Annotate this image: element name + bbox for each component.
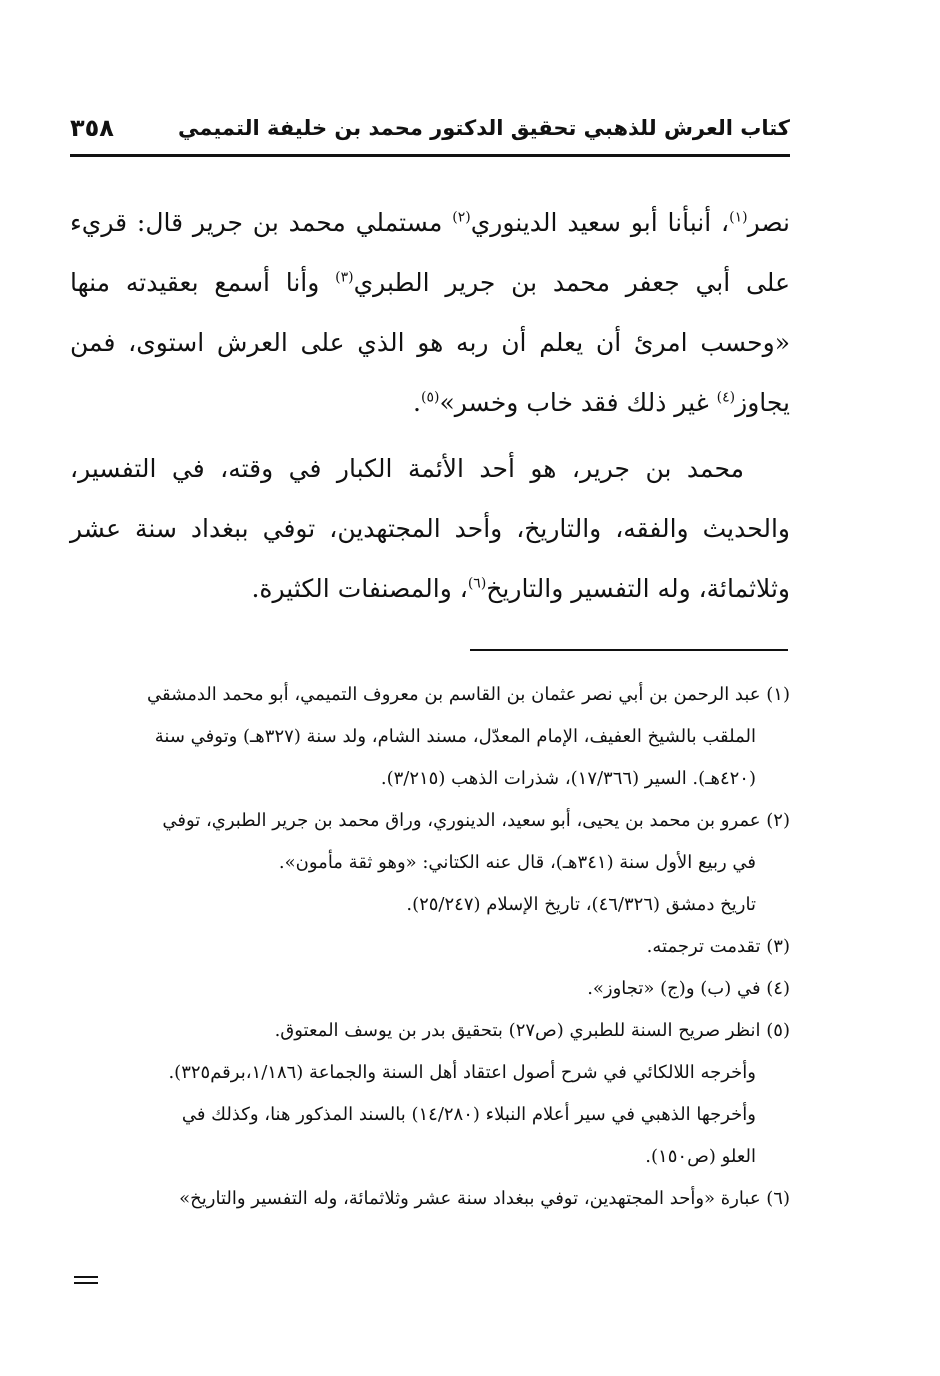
footnote-ref-3: (٣) — [335, 269, 354, 286]
footnote-ref-1: (١) — [729, 209, 748, 226]
text-run: . — [413, 388, 421, 417]
page-number: ٣٥٨ — [70, 114, 114, 142]
text-run: نصر — [747, 208, 790, 237]
footnote-ref-4: (٤) — [716, 389, 736, 406]
header-title: كتاب العرش للذهبي تحقيق الدكتور محمد بن خليفة التميمي — [178, 116, 790, 140]
footnote-5-line-3: وأخرجها الذهبي في سير أعلام النبلاء (١٤/٢٨٠) بالسند المذكور هنا، وكذلك في — [181, 1104, 756, 1125]
footnote-2-line-3: تاريخ دمشق (٤٦/٣٢٦)، تاريخ الإسلام (٢٥/٢٤٧). — [406, 894, 756, 915]
footnotes — [70, 674, 790, 1220]
footnote-ref-2: (٢) — [452, 209, 471, 226]
footnote-1-line-1: (١) عبد الرحمن بن أبي نصر عثمان بن القاسم بن معروف التميمي، أبو محمد الدمشقي — [147, 684, 790, 705]
footnote-1-line-3: (٤٢٠هـ). السير (١٧/٣٦٦)، شذرات الذهب (٣/٢١٥). — [380, 768, 756, 789]
main-text — [70, 193, 790, 619]
paragraph-1 — [70, 193, 790, 433]
footnote-2-line-1: (٢) عمرو بن محمد بن يحيى، أبو سعيد، الدينوري، وراق محمد بن جرير الطبري، توفي — [162, 810, 790, 831]
text-run: ، أنبأنا أبو سعيد الدينوري — [470, 208, 730, 237]
footnote-3: (٣) تقدمت ترجمته. — [646, 936, 790, 957]
footnote-ref-5: (٥) — [420, 389, 440, 406]
text-run: غير ذلك فقد خاب وخسر» — [439, 388, 717, 417]
running-header — [70, 112, 790, 157]
footnote-5-line-4: العلو (ص١٥٠). — [645, 1146, 756, 1167]
continuation-mark — [74, 1276, 98, 1284]
paragraph-2 — [70, 439, 790, 619]
footnote-5-line-1: (٥) انظر صريح السنة للطبري (ص٢٧) بتحقيق بدر بن يوسف المعتوق. — [274, 1020, 790, 1041]
footnote-ref-6: (٦) — [467, 575, 487, 592]
text-run: ، والمصنفات الكثيرة. — [251, 574, 468, 603]
footnote-2-line-2: في ربيع الأول سنة (٣٤١هـ)، قال عنه الكتاني: «وهو ثقة مأمون». — [278, 852, 756, 873]
footnote-5-line-2: وأخرجه اللالكائي في شرح أصول اعتقاد أهل السنة والجماعة (١/١٨٦،برقم٣٢٥). — [168, 1062, 756, 1083]
text-run: وأنا أسمع بعقيدته منها «وحسب امرئ أن يعلم أن ربه هو الذي على العرش استوى، فمن يجاوز — [70, 268, 790, 417]
footnote-4: (٤) في (ب) و(ج) «تجاوز». — [587, 978, 790, 999]
footnote-1-line-2: الملقب بالشيخ العفيف، الإمام المعدّل، مسند الشام، ولد سنة (٣٢٧هـ) وتوفي سنة — [154, 726, 756, 747]
footnote-divider — [470, 649, 788, 651]
text-run: مستملي محمد بن جرير قال: قريء على أبي جعفر محمد بن جرير الطبري — [70, 208, 790, 297]
text-run: محمد بن جرير، هو أحد الأئمة الكبار في وقته، في التفسير، والحديث والفقه، والتاريخ، وأحد المجتهدين، توفي ببغداد سنة عشر وثلاثمائة، وله التفسير والتاريخ — [70, 454, 790, 603]
footnote-6: (٦) عبارة «وأحد المجتهدين، توفي ببغداد سنة عشر وثلاثمائة، وله التفسير والتاريخ» — [179, 1188, 790, 1209]
